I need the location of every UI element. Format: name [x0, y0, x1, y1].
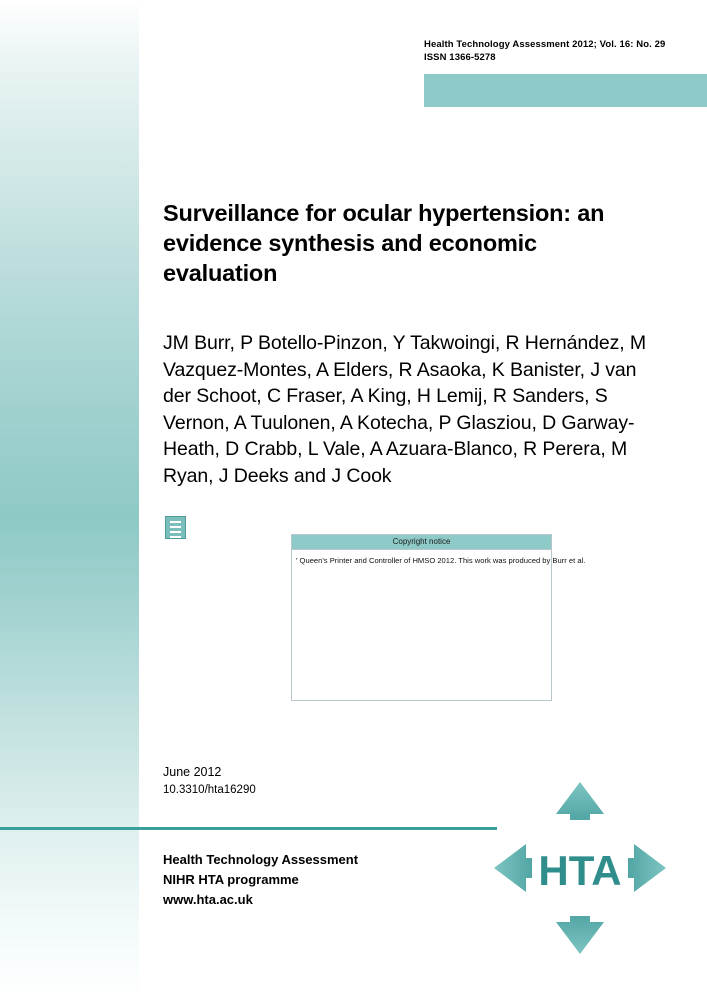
publication-date: June 2012 — [163, 765, 222, 779]
copyright-notice-heading: Copyright notice — [292, 535, 551, 550]
header-teal-block — [424, 74, 707, 107]
footer-block — [163, 850, 358, 910]
copyright-notice-box — [291, 534, 586, 701]
footer-line-programme-title: Health Technology Assessment — [163, 852, 359, 867]
document-icon-line — [170, 521, 181, 523]
footer-line-website: www.hta.ac.uk — [163, 892, 253, 907]
document-icon-line — [170, 536, 181, 538]
footer-line-programme: NIHR HTA programme — [163, 872, 299, 887]
document-icon-line — [170, 526, 181, 528]
page-title: Surveillance for ocular hypertension: an evidence synthesis and economic evaluation — [163, 200, 605, 286]
journal-header — [424, 38, 707, 64]
publication-doi: 10.3310/hta16290 — [163, 784, 256, 796]
journal-issn: ISSN 1366-5278 — [424, 52, 496, 63]
copyright-notice-text: ' Queen's Printer and Controller of HMSO 2012. This work was produced by Burr et al. — [296, 556, 586, 565]
author-list: JM Burr, P Botello-Pinzon, Y Takwoingi, R Hernández, M Vazquez-Montes, A Elders, R Asaoka, K Banister, J van der Schoot, C Fraser, A King, H Lemij, R Sanders, S Vernon, A Tuulonen, A Kotecha, P Glasziou, D Garway-Heath, D Crabb, L Vale, A Azuara-Blanco, R Perera, M Ryan, J Deeks and J Cook — [163, 332, 647, 487]
left-gradient-band — [0, 0, 139, 1000]
journal-citation: Health Technology Assessment 2012; Vol. 16: No. 29 — [424, 39, 666, 50]
horizontal-rule — [0, 827, 497, 830]
document-icon — [165, 516, 186, 539]
hta-logo-text: HTA — [538, 847, 622, 894]
document-icon-line — [170, 531, 181, 533]
hta-logo — [492, 780, 668, 956]
publication-info — [163, 763, 256, 799]
